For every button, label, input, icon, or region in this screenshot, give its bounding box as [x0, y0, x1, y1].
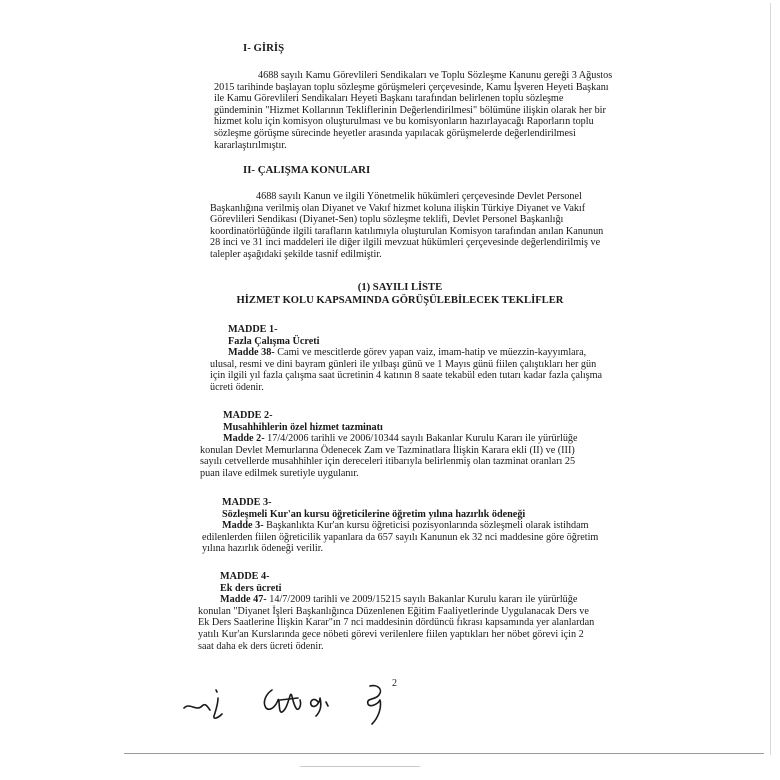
madde-text: puan ilave edilmek suretiyle uygulanır.: [200, 467, 359, 479]
section-1-line: 4688 sayılı Kamu Görevlileri Sendikaları ve Toplu Sözleşme Kanunu gereği 3 Ağustos: [258, 70, 613, 81]
madde-subtitle: Musahhihlerin özel hizmet tazminatı: [223, 421, 383, 433]
madde-text: ücreti ödenir.: [210, 381, 264, 393]
madde-text: için ilgili yıl fazla çalışma saat ücretinin 4 katının 8 saate tekabül eden tutarı kadar fazla çalışma: [210, 370, 603, 382]
madde-subtitle: Sözleşmeli Kur'an kursu öğreticilerine öğretim yılına hazırlık ödeneği: [222, 508, 526, 520]
section-1-line: 2015 tarihinde başlayan toplu sözleşme görüşmeleri çerçevesinde, Kamu İşveren Heyeti Başkanı: [214, 81, 609, 93]
madde-text: yılına hazırlık ödeneği verilir.: [202, 543, 324, 555]
madde-lead: Madde 47-: [220, 594, 267, 606]
madde-3: [202, 497, 602, 555]
section-2-line: talepler aşağıdaki şekilde tasnif edilmiştir.: [210, 248, 382, 260]
section-2-line: 28 inci ve 31 inci maddeleri ile diğer ilgili mevzuat hükümleri çerçevesinde değerlendirilmiş ve: [210, 237, 601, 249]
signature-1: [184, 705, 210, 710]
madde-text: edilenlerden fiilen öğreticilik yapanlara da 657 sayılı Kanunun ek 32 nci maddesine göre öğretim: [202, 531, 599, 543]
section-1-line: kararlaştırılmıştır.: [214, 139, 287, 151]
signature-4: [368, 686, 381, 724]
madde-text: yatılı Kur'an Kurslarında gece nöbeti görevi verilenlere fiilen yaptıkları her nöbet görevi için 2: [198, 628, 584, 640]
madde-1: [210, 324, 610, 394]
list-title: (1) SAYILI LİSTE: [357, 282, 443, 293]
madde-text: ulusal, resmi ve dini bayram günleri ile yılbaşı günü ve 1 Mayıs günü fiilen çalıştıkları her gün: [210, 358, 597, 370]
section-1-line: ile Kamu Görevlileri Sendikaları Heyeti Başkanı tarafından belirlenen toplu sözleşme: [214, 93, 564, 105]
section-1-line: hizmet kolu için komisyon oluşturulması ve bu komisyonların hazırlayacağı Raporların toplu: [214, 116, 594, 128]
madde-lead: Madde 2-: [223, 433, 265, 445]
section-2-line: Başkanlığına verilmiş olan Diyanet ve Vakıf hizmet koluna ilişkin Türkiye Diyanet ve Vakıf: [210, 202, 586, 214]
right-edge-rule: [770, 3, 771, 755]
madde-heading: MADDE 3-: [222, 497, 272, 508]
list-subtitle: HİZMET KOLU KAPSAMINDA GÖRÜŞÜLEBİLECEK TEKLİFLER: [236, 295, 564, 306]
madde-lead: Madde 38-: [228, 347, 275, 359]
madde-text: konulan "Diyanet İşleri Başkanlığınca Düzenlenen Eğitim Faaliyetlerinde Uygulanacak Ders ve: [198, 605, 589, 617]
madde-heading: MADDE 4-: [220, 571, 270, 582]
bottom-rule-faint: [300, 766, 420, 767]
madde-text: konulan Devlet Memurlarına Ödenecek Zam ve Tazminatlara İlişkin Karara ekli (II) ve (III): [200, 444, 575, 456]
section-2-line: Görevlileri Sendikası (Diyanet-Sen) toplu sözleşme teklifi, Devlet Personel Başkanlığı: [210, 214, 564, 226]
section-1-title: I- GİRİŞ: [243, 42, 285, 54]
madde-heading: MADDE 2-: [223, 410, 273, 421]
madde-heading: MADDE 1-: [228, 324, 278, 335]
section-2-line: koordinatörlüğünde ilgili tarafların katılımıyla oluşturulan Komisyon tarafından anılan Kanunun: [210, 225, 604, 237]
section-2-body: [210, 191, 604, 261]
section-1-body: [214, 70, 613, 151]
section-2-title: II- ÇALIŞMA KONULARI: [243, 164, 371, 176]
madde-text: Cami ve mescitlerde görev yapan vaiz, imam-hatip ve müezzin-kayyımlara,: [274, 347, 587, 359]
madde-text: Ek Ders Saatlerine İlişkin Karar"ın 7 nci maddesinin dördüncü fıkrası kapsamında yer alanlardan: [198, 617, 595, 629]
handwritten-signatures: [180, 672, 420, 732]
madde-2: [200, 410, 600, 480]
madde-text: 14/7/2009 tarihli ve 2009/15215 sayılı Bakanlar Kurulu kararı ile yürürlüğe: [266, 594, 578, 606]
madde-text: Başkanlıkta Kur'an kursu öğreticisi pozisyonlarında sözleşmeli olarak istihdam: [263, 520, 589, 532]
madde-text: saat daha ek ders ücreti ödenir.: [198, 640, 324, 652]
section-1-line: gündeminin "Hizmet Kollarının Tekliflerinin Değerlendirilmesi" bölümüne ilişkin olarak her bir: [214, 104, 606, 116]
madde-text: sayılı cetvellerde musahhihler için dereceleri itibarıyla belirlenmiş olan tazminat oranları 25: [200, 456, 576, 468]
madde-text: 17/4/2006 tarihli ve 2006/10344 sayılı Bakanlar Kurulu Kararı ile yürürlüğe: [264, 433, 578, 445]
list-title-block: [200, 281, 600, 307]
madde-lead: Madde 3-: [222, 520, 264, 532]
madde-subtitle: Fazla Çalışma Ücreti: [228, 335, 320, 347]
signature-2: [264, 690, 300, 712]
section-1-line: sözleşme görüşme sürecinde heyetler arasında yapılacak görüşmelerde değerlendirilmesi: [214, 127, 576, 139]
bottom-rule: [124, 753, 764, 754]
madde-subtitle: Ek ders ücreti: [220, 582, 282, 594]
madde-4: [198, 571, 598, 652]
signature-3: [311, 698, 321, 716]
signature-superscript: 2: [392, 678, 397, 689]
section-2-line: 4688 sayılı Kanun ve ilgili Yönetmelik hükümleri çerçevesinde Devlet Personel: [256, 191, 582, 202]
